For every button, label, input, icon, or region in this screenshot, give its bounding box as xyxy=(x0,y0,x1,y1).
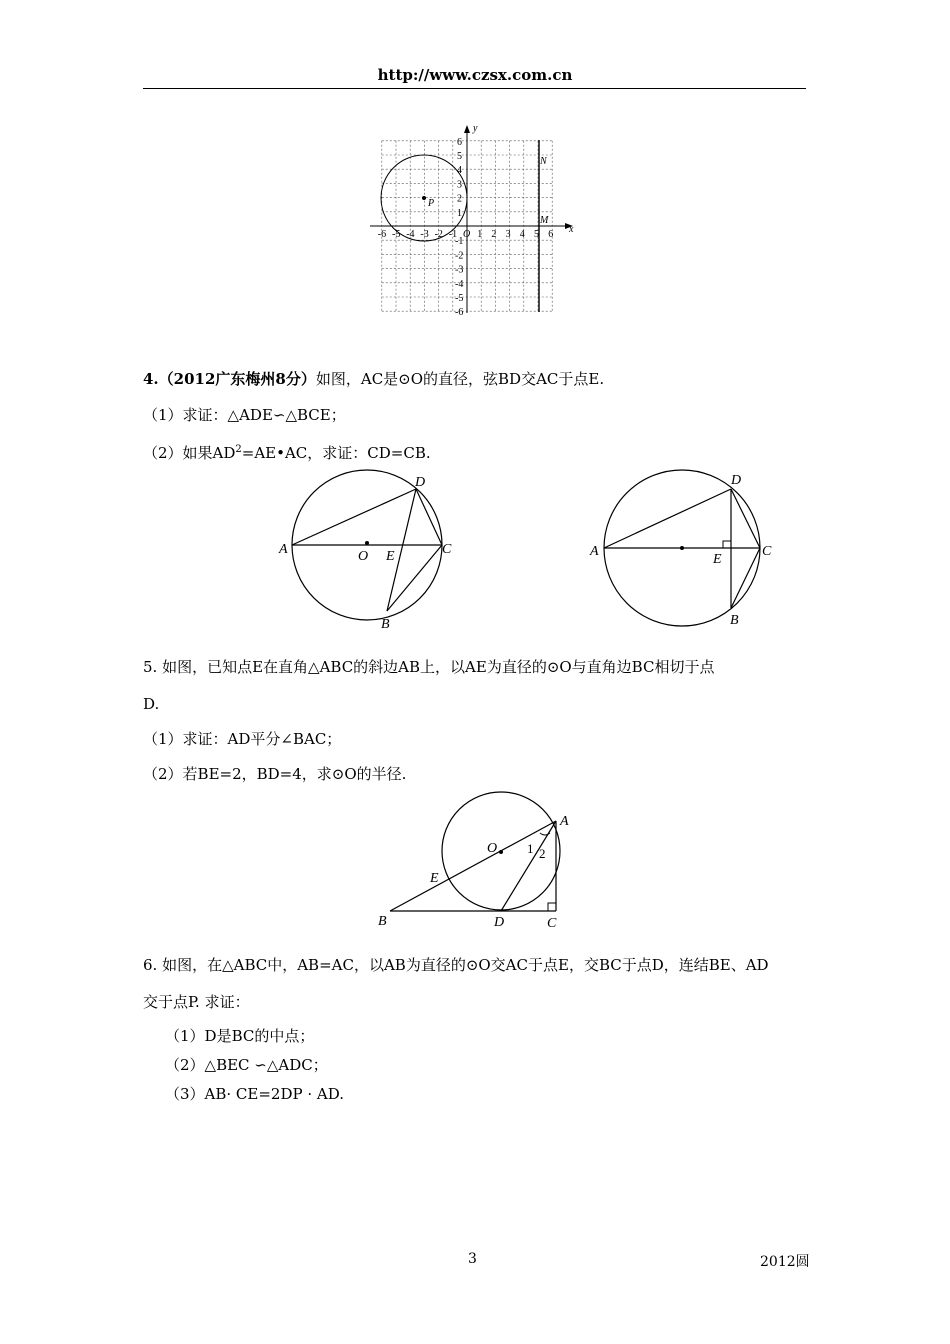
y-tick-label: 5 xyxy=(457,151,462,162)
q4-right-figure xyxy=(585,465,775,635)
x-tick-label: -3 xyxy=(420,229,429,240)
q6-part1: （1）D是BC的中点； xyxy=(165,1027,315,1045)
q4r-label-d: D xyxy=(731,473,742,488)
q5-label-o: O xyxy=(487,841,498,856)
q6-line2: 交于点P. 求证： xyxy=(143,993,250,1011)
x-tick-label: 6 xyxy=(548,229,554,240)
y-tick-label: -1 xyxy=(455,236,464,248)
y-tick-label: 6 xyxy=(457,136,462,148)
q5-label-e: E xyxy=(430,871,439,886)
q4-stem-text: 如图，AC是⊙O的直径，弦BD交AC于点E. xyxy=(315,370,605,388)
footer-tag: 2012圆 xyxy=(760,1254,810,1270)
page-number: 3 xyxy=(468,1251,477,1267)
y-arrow-icon xyxy=(464,125,470,133)
q4l-label-a: A xyxy=(279,542,288,557)
q4-number: 4. xyxy=(143,370,159,388)
x-tick-label: -1 xyxy=(448,229,458,240)
x-tick-label: 5 xyxy=(534,229,539,240)
x-tick-label: 2 xyxy=(491,229,497,240)
label-n: N xyxy=(540,156,547,167)
label-m: M xyxy=(540,215,549,226)
y-tick-label: -3 xyxy=(455,264,464,276)
label-x: x xyxy=(569,224,574,235)
q4-part2-post: =AE•AC，求证：CD=CB. xyxy=(241,444,431,462)
q5-angle-1: 1 xyxy=(527,841,534,856)
label-y: y xyxy=(473,123,478,134)
q5-line1: 5. 如图，已知点E在直角△ABC的斜边AB上，以AE为直径的⊙O与直角边BC相切于点 xyxy=(143,658,715,676)
label-p: P xyxy=(428,198,435,209)
q4-part2-sup: 2 xyxy=(235,444,242,455)
q4-source: （2012广东梅州8分） xyxy=(158,370,316,388)
q5-part1: （1）求证：AD平分∠BAC； xyxy=(143,730,342,748)
coordinate-grid-figure xyxy=(370,120,585,320)
point-p xyxy=(422,196,426,200)
q4l-label-c: C xyxy=(442,542,452,557)
q4-part2 xyxy=(143,440,431,463)
y-tick-label: -6 xyxy=(455,307,464,319)
q4-part2-pre: （2）如果AD xyxy=(143,444,236,462)
q6-part3: （3）AB· CE=2DP · AD. xyxy=(165,1085,344,1103)
header-url[interactable]: http://www.czsx.com.cn xyxy=(377,66,573,84)
q4-left-figure xyxy=(275,465,465,635)
q4r-label-c: C xyxy=(762,544,772,559)
q4r-label-b: B xyxy=(730,613,739,628)
q5-part2: （2）若BE=2，BD=4，求⊙O的半径. xyxy=(143,765,407,783)
q4l-label-o: O xyxy=(358,549,369,564)
q4l-label-e: E xyxy=(386,549,395,564)
header-rule xyxy=(143,88,806,89)
q5-figure xyxy=(370,785,585,935)
y-tick-label: -4 xyxy=(455,278,464,290)
q5-angle-2: 2 xyxy=(539,846,546,861)
x-tick-label: -4 xyxy=(406,229,415,240)
x-tick-label: O xyxy=(463,229,471,240)
q5-label-a: A xyxy=(560,814,569,829)
q4-stem xyxy=(143,369,604,389)
x-tick-label: -6 xyxy=(377,229,387,240)
q5-label-d: D xyxy=(494,915,505,930)
x-tick-label: -2 xyxy=(434,229,443,240)
q5-label-c: C xyxy=(547,916,557,931)
y-tick-label: -2 xyxy=(455,250,464,262)
y-tick-label: 2 xyxy=(457,193,462,205)
q5-label-b: B xyxy=(378,914,387,929)
y-tick-label: 3 xyxy=(457,179,462,191)
x-tick-label: 4 xyxy=(519,229,525,240)
x-tick-label: 3 xyxy=(505,229,511,240)
q4l-label-d: D xyxy=(415,475,426,490)
q6-line1: 6. 如图，在△ABC中，AB=AC，以AB为直径的⊙O交AC于点E，交BC于点D，连结BE、AD xyxy=(143,956,769,974)
q5-line2: D. xyxy=(143,695,160,713)
y-tick-label: -5 xyxy=(455,293,464,304)
x-tick-label: 1 xyxy=(477,229,483,240)
y-tick-label: 4 xyxy=(457,165,462,177)
x-tick-label: -5 xyxy=(392,229,401,240)
q6-part2: （2）△BEC ∽△ADC； xyxy=(165,1056,328,1074)
q4-part1: （1）求证：△ADE∽△BCE； xyxy=(143,406,346,424)
q4l-label-b: B xyxy=(381,617,390,632)
q4r-label-e: E xyxy=(713,552,722,567)
y-tick-label: 1 xyxy=(457,207,462,219)
q4r-label-a: A xyxy=(590,544,599,559)
